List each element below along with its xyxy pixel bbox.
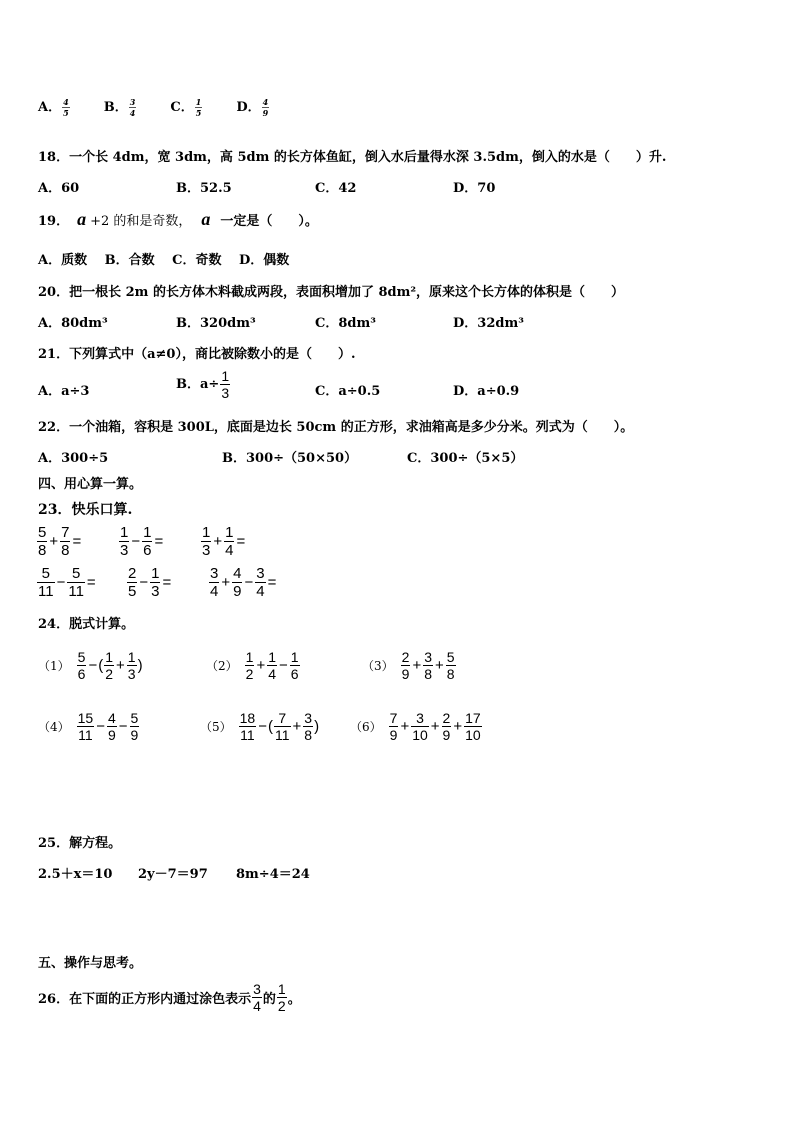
q17-option-d: D． $\frac{4}{9}$ xyxy=(236,97,269,118)
q26-question: 26．在下面的正方形内通过涂色表示 $\frac{3}{4}$ 的 $\frac{1}{2}$ 。 xyxy=(38,981,301,1014)
fraction: $\frac{4}{5}$ xyxy=(63,97,69,118)
fraction: $\frac{3}{4}$ xyxy=(210,565,219,600)
q21-option-a: A．a÷3 xyxy=(38,384,90,399)
fraction: $\frac{1}{6}$ xyxy=(143,524,152,559)
q20-question: 20．把一根长 2m 的长方体木料截成两段，表面积增加了 8dm²，原来这个长方体的体积是（ ） xyxy=(38,285,625,300)
q20-option-b: B．320dm³ xyxy=(176,316,256,331)
fraction: $\frac{7}{11}$ xyxy=(274,710,290,743)
fraction: $\frac{1}{2}$ xyxy=(277,981,286,1014)
q23-expr-6: $\frac{3}{4}$ + $\frac{4}{9}$ − $\frac{3}{4}$ = xyxy=(210,565,277,600)
q18-option-d: D．70 xyxy=(453,181,496,196)
fraction: $\frac{1}{4}$ xyxy=(225,524,234,559)
fraction: $\frac{4}{9}$ xyxy=(262,97,269,118)
q24-title: 24．脱式计算。 xyxy=(38,617,135,632)
q23-expr-1: $\frac{5}{8}$ + $\frac{7}{8}$ = xyxy=(38,524,82,559)
fraction: $\frac{1}{5}$ xyxy=(195,97,202,118)
q23-expr-5: $\frac{2}{5}$ − $\frac{1}{3}$ = xyxy=(128,565,172,600)
fraction: $\frac{7}{9}$ xyxy=(389,710,398,743)
fraction: $\frac{4}{9}$ xyxy=(107,710,116,743)
fraction: $\frac{2}{9}$ xyxy=(401,649,410,682)
section-heading-4: 四、用心算一算。 xyxy=(38,477,143,492)
q22-question: 22．一个油箱，容积是 300L，底面是边长 50cm 的正方形，求油箱高是多少分米。列式为（ ）。 xyxy=(38,420,634,435)
q25-equation-3: 8m÷4＝24 xyxy=(236,867,310,882)
fraction: $\frac{4}{9}$ xyxy=(233,565,242,600)
q17-option-b: B． $\frac{3}{4}$ xyxy=(103,97,136,118)
fraction: $\frac{5}{11}$ xyxy=(68,565,84,600)
fraction: $\frac{1}{6}$ xyxy=(290,649,299,682)
q21-option-c: C．a÷0.5 xyxy=(315,384,381,399)
q24-expr-6: （6） $\frac{7}{9}$ + $\frac{3}{10}$ + $\frac{2}{9}$ + $\frac{17}{10}$ xyxy=(350,710,481,743)
fraction: $\frac{15}{11}$ xyxy=(77,710,94,743)
q23-expr-2: $\frac{1}{3}$ − $\frac{1}{6}$ = xyxy=(120,524,164,559)
q22-option-b: B．300÷（50×50） xyxy=(222,451,358,466)
fraction: $\frac{1}{3}$ xyxy=(120,524,129,559)
fraction: $\frac{1}{2}$ xyxy=(105,649,113,682)
q24-expr-2: （2） $\frac{1}{2}$ + $\frac{1}{4}$ − $\frac{1}{6}$ xyxy=(206,649,299,682)
q19-question: 19． a +2 的和是奇数， a 一定是（ ）。 xyxy=(38,209,318,229)
fraction: $\frac{2}{9}$ xyxy=(442,710,451,743)
fraction: $\frac{5}{8}$ xyxy=(38,524,47,559)
q20-option-d: D．32dm³ xyxy=(453,316,524,331)
fraction: $\frac{1}{2}$ xyxy=(245,649,254,682)
q17-option-a: A． $\frac{4}{5}$ xyxy=(38,97,69,118)
q25-equation-2: 2y－7＝97 xyxy=(138,867,208,882)
q21-option-d: D．a÷0.9 xyxy=(453,384,520,399)
q24-expr-5: （5） $\frac{18}{11}$ −( $\frac{7}{11}$ + $\frac{3}{8}$ ) xyxy=(200,710,320,743)
q23-expr-3: $\frac{1}{3}$ + $\frac{1}{4}$ = xyxy=(202,524,246,559)
q21-option-b: B．a÷ $\frac{1}{3}$ xyxy=(176,368,230,401)
q23-expr-4: $\frac{5}{11}$ − $\frac{5}{11}$ = xyxy=(38,565,96,600)
fraction: $\frac{3}{4}$ xyxy=(129,97,136,118)
fraction: $\frac{17}{10}$ xyxy=(465,710,481,743)
fraction: $\frac{1}{3}$ xyxy=(202,524,211,559)
q24-expr-1: （1） $\frac{5}{6}$ −( $\frac{1}{2}$ + $\frac{1}{3}$ ) xyxy=(38,649,143,682)
q21-question: 21．下列算式中（a≠0），商比被除数小的是（ ）. xyxy=(38,347,356,362)
q18-option-a: A．60 xyxy=(38,181,80,196)
fraction: $\frac{5}{8}$ xyxy=(446,649,455,682)
fraction: $\frac{3}{8}$ xyxy=(304,710,313,743)
q18-option-c: C．42 xyxy=(315,181,357,196)
fraction: $\frac{5}{11}$ xyxy=(38,565,54,600)
q25-title: 25．解方程。 xyxy=(38,836,122,851)
q23-title: 23．快乐口算. xyxy=(38,502,133,518)
q22-option-a: A．300÷5 xyxy=(38,451,109,466)
fraction: $\frac{3}{10}$ xyxy=(412,710,428,743)
fraction: $\frac{5}{6}$ xyxy=(77,649,86,682)
fraction: $\frac{1}{3}$ xyxy=(221,368,230,401)
q20-option-c: C．8dm³ xyxy=(315,316,376,331)
q17-options xyxy=(38,96,270,117)
fraction: $\frac{5}{9}$ xyxy=(130,710,139,743)
q18-option-b: B．52.5 xyxy=(176,181,232,196)
fraction: $\frac{3}{8}$ xyxy=(424,649,432,682)
section-heading-5: 五、操作与思考。 xyxy=(38,956,143,971)
q18-question: 18．一个长 4dm，宽 3dm，高 5dm 的长方体鱼缸，倒入水后量得水深 3.5dm，倒入的水是（ ）升. xyxy=(38,150,667,165)
q19-options: A．质数 B．合数 C．奇数 D．偶数 xyxy=(38,253,290,268)
fraction: $\frac{3}{4}$ xyxy=(253,981,261,1014)
fraction: $\frac{7}{8}$ xyxy=(61,524,70,559)
q24-expr-4: （4） $\frac{15}{11}$ − $\frac{4}{9}$ − $\frac{5}{9}$ xyxy=(38,710,139,743)
q24-expr-3: （3） $\frac{2}{9}$ + $\frac{3}{8}$ + $\frac{5}{8}$ xyxy=(362,649,455,682)
fraction: $\frac{3}{4}$ xyxy=(256,565,265,600)
q25-equation-1: 2.5＋x＝10 xyxy=(38,867,113,882)
q17-option-c: C． $\frac{1}{5}$ xyxy=(170,97,202,118)
q22-option-c: C．300÷（5×5） xyxy=(407,451,524,466)
fraction: $\frac{1}{3}$ xyxy=(127,649,136,682)
fraction: $\frac{18}{11}$ xyxy=(239,710,256,743)
fraction: $\frac{2}{5}$ xyxy=(128,565,137,600)
q20-option-a: A．80dm³ xyxy=(38,316,108,331)
fraction: $\frac{1}{3}$ xyxy=(151,565,160,600)
fraction: $\frac{1}{4}$ xyxy=(268,649,276,682)
